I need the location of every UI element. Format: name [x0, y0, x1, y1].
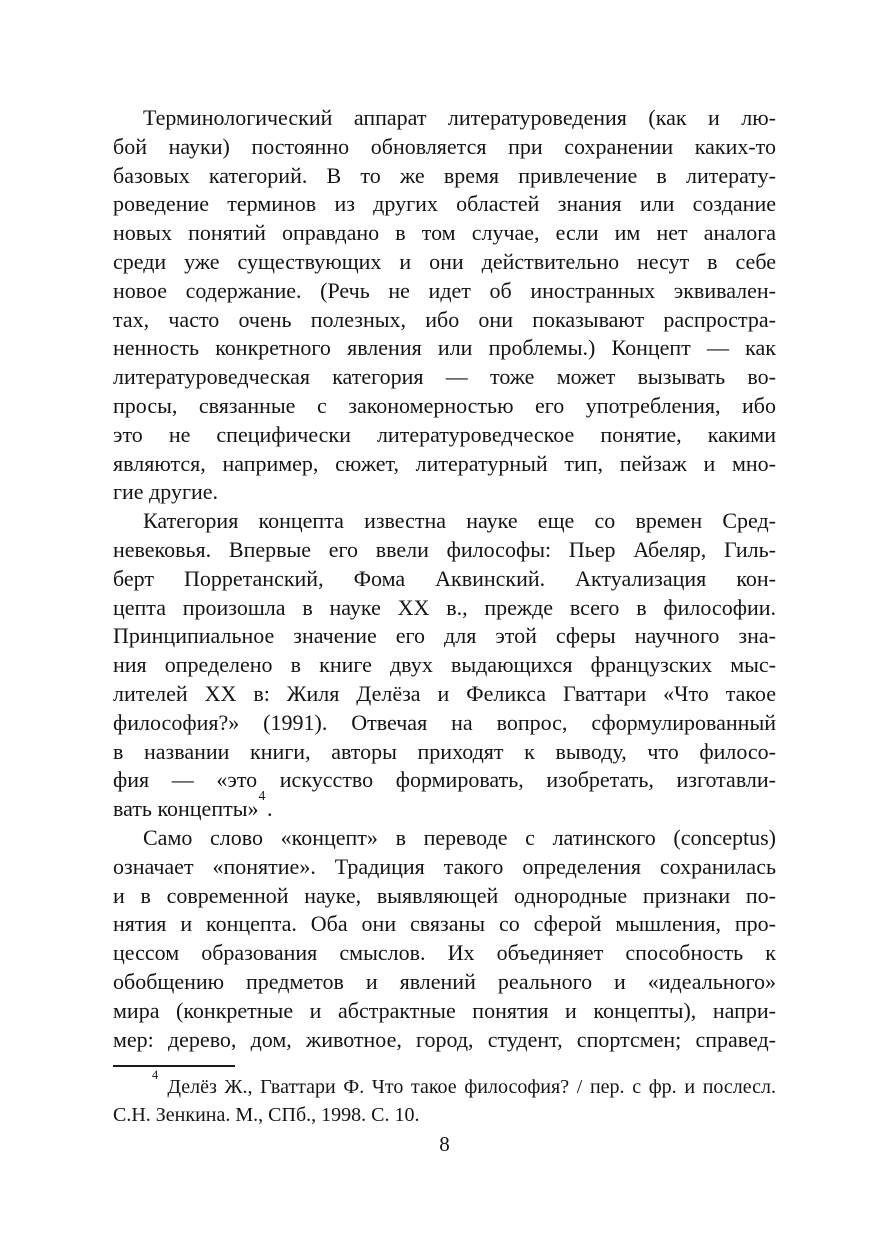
text-line: тах, часто очень полезных, ибо они показывают распростра- — [113, 306, 776, 332]
text-line: новое содержание. (Речь не идет об иностранных эквивален- — [113, 277, 776, 303]
text-line — [113, 1067, 776, 1102]
text-line: в названии книги, авторы приходят к выводу, что филосо- — [113, 738, 776, 764]
text-line: цессом образования смыслов. Их объединяет способность к — [113, 940, 776, 966]
text-line: означает «понятие». Традиция такого определения сохранилась — [113, 853, 776, 879]
footnote-marker: 4 — [152, 1067, 160, 1082]
footnote-marker: 4 — [258, 788, 267, 804]
paragraph — [113, 507, 776, 824]
text-line: гие другие. — [113, 479, 219, 505]
text-segment: . — [266, 796, 273, 822]
paragraph — [113, 824, 776, 1054]
text-line: фия — «это искусство формировать, изобретать, изготавли- — [113, 767, 776, 793]
text-line: невековья. Впервые его ввели философы: Пьер Абеляр, Гиль- — [113, 536, 776, 562]
text-line: роведение терминов из других областей знания или создание — [113, 191, 776, 217]
text-line: обобщению предметов и явлений реального и «идеального» — [113, 968, 776, 994]
text-line: среди уже существующих и они действительно несут в себе — [113, 248, 776, 274]
text-line — [113, 788, 776, 824]
page-number: 8 — [439, 1132, 450, 1156]
text-line: Само слово «концепт» в переводе с латинского (conceptus) — [143, 824, 776, 850]
text-line: ненность конкретного явления или проблемы.) Концепт — как — [113, 335, 776, 361]
text-line: просы, связанные с закономерностью его употребления, ибо — [113, 392, 776, 418]
text-segment: вать концепты» — [113, 796, 259, 822]
text-line: новых понятий оправдано в том случае, если им нет аналога — [113, 220, 776, 246]
text-line: Терминологический аппарат литературоведения (как и лю- — [143, 105, 776, 130]
text-line: базовых категорий. В то же время привлечение в литерату- — [113, 162, 776, 188]
text-line: ния определено в книге двух выдающихся французских мыс- — [113, 652, 776, 678]
text-line: нятия и концепта. Оба они связаны со сферой мышления, про- — [113, 911, 776, 937]
text-line: литературоведческая категория — тоже может вызывать во- — [113, 364, 776, 390]
text-line: и в современной науке, выявляющей однородные признаки по- — [113, 882, 776, 908]
paragraph — [113, 104, 776, 507]
text-block — [113, 104, 776, 1129]
text-line: мер: дерево, дом, животное, город, студент, спортсмен; справед- — [113, 1026, 776, 1052]
text-line: С.Н. Зенкина. М., СПб., 1998. С. 10. — [113, 1103, 420, 1126]
footnote — [113, 1067, 776, 1129]
text-line: бой науки) постоянно обновляется при сохранении каких-то — [113, 133, 776, 159]
text-segment: Делёз Ж., Гваттари Ф. Что такое философия? / пер. с фр. и послесл. — [159, 1076, 776, 1099]
footnote-separator — [113, 1065, 235, 1067]
text-line: философия?» (1991). Отвечая на вопрос, сформулированный — [113, 709, 776, 735]
text-line: являются, например, сюжет, литературный тип, пейзаж и мно- — [113, 450, 776, 476]
text-line: Категория концепта известна науке еще со времен Сред- — [143, 508, 776, 534]
text-line: лителей XX в: Жиля Делёза и Феликса Гваттари «Что такое — [113, 680, 776, 706]
text-line: мира (конкретные и абстрактные понятия и концепты), напри- — [113, 997, 776, 1023]
text-line: Принципиальное значение его для этой сферы научного зна- — [113, 623, 776, 649]
body-paragraphs — [113, 104, 776, 1054]
text-line: цепта произошла в науке XX в., прежде всего в философии. — [113, 594, 776, 620]
text-line: это не специфически литературоведческое понятие, какими — [113, 421, 776, 447]
text-line: берт Порретанский, Фома Аквинский. Актуализация кон- — [113, 565, 776, 591]
